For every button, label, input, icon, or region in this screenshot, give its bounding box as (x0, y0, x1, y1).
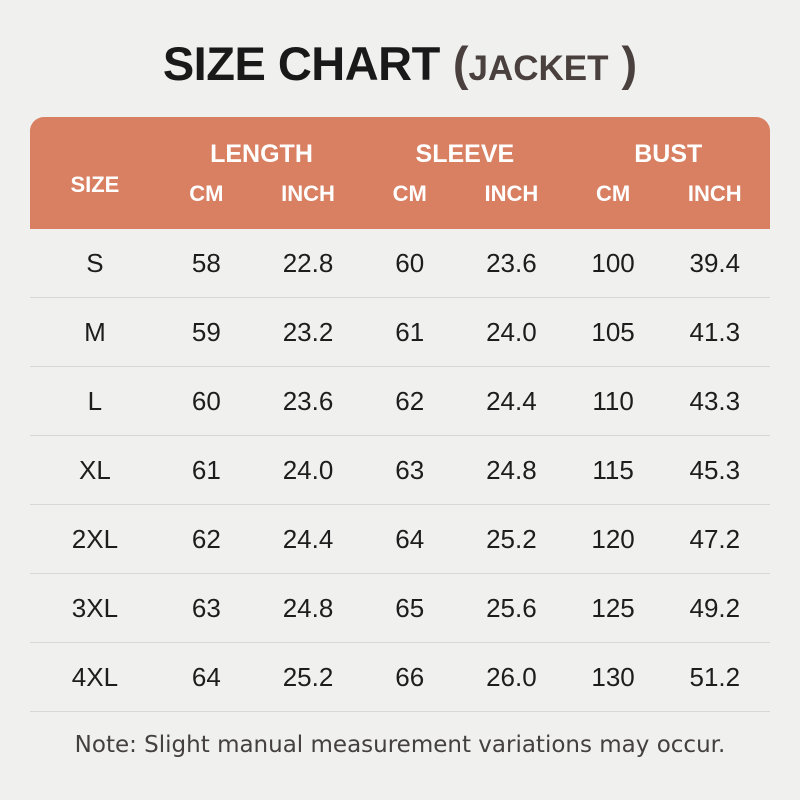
cell-bust-cm: 105 (567, 298, 660, 367)
header-bust: BUST (567, 117, 770, 169)
cell-length-inch: 24.8 (253, 574, 363, 643)
title-subject-text: JACKET (468, 49, 609, 88)
cell-sleeve-inch: 24.4 (456, 367, 566, 436)
header-sleeve: SLEEVE (363, 117, 566, 169)
cell-sleeve-cm: 61 (363, 298, 456, 367)
page-title (163, 36, 637, 91)
cell-size: XL (30, 436, 160, 505)
cell-length-cm: 60 (160, 367, 253, 436)
cell-bust-cm: 110 (567, 367, 660, 436)
header-bust-cm: CM (567, 169, 660, 229)
cell-sleeve-cm: 62 (363, 367, 456, 436)
cell-sleeve-cm: 65 (363, 574, 456, 643)
size-chart-table (30, 117, 770, 712)
header-length: LENGTH (160, 117, 363, 169)
header-size: SIZE (30, 117, 160, 229)
cell-sleeve-inch: 26.0 (456, 643, 566, 712)
cell-length-inch: 25.2 (253, 643, 363, 712)
table-row (30, 505, 770, 574)
cell-sleeve-cm: 60 (363, 229, 456, 298)
table-header-group-row (30, 117, 770, 169)
cell-bust-inch: 49.2 (660, 574, 770, 643)
cell-size: 4XL (30, 643, 160, 712)
table-row (30, 367, 770, 436)
cell-length-cm: 61 (160, 436, 253, 505)
cell-bust-inch: 43.3 (660, 367, 770, 436)
cell-length-cm: 64 (160, 643, 253, 712)
header-length-cm: CM (160, 169, 253, 229)
header-bust-inch: INCH (660, 169, 770, 229)
cell-sleeve-cm: 64 (363, 505, 456, 574)
cell-size: 3XL (30, 574, 160, 643)
header-length-inch: INCH (253, 169, 363, 229)
cell-length-cm: 58 (160, 229, 253, 298)
table-row (30, 436, 770, 505)
cell-bust-cm: 100 (567, 229, 660, 298)
title-open-paren: ( (452, 37, 469, 90)
cell-size: S (30, 229, 160, 298)
cell-length-inch: 24.0 (253, 436, 363, 505)
cell-sleeve-cm: 63 (363, 436, 456, 505)
cell-length-cm: 62 (160, 505, 253, 574)
cell-sleeve-cm: 66 (363, 643, 456, 712)
table-row (30, 643, 770, 712)
cell-bust-cm: 125 (567, 574, 660, 643)
cell-length-inch: 24.4 (253, 505, 363, 574)
table-body (30, 229, 770, 712)
table-header (30, 117, 770, 229)
cell-sleeve-inch: 25.2 (456, 505, 566, 574)
cell-sleeve-inch: 23.6 (456, 229, 566, 298)
title-close-paren: ) (621, 37, 638, 90)
title-main-text: SIZE CHART (162, 37, 440, 90)
cell-bust-inch: 41.3 (660, 298, 770, 367)
cell-length-inch: 23.2 (253, 298, 363, 367)
cell-length-inch: 22.8 (253, 229, 363, 298)
cell-bust-cm: 130 (567, 643, 660, 712)
cell-size: 2XL (30, 505, 160, 574)
measurement-note: Note: Slight manual measurement variations may occur. (74, 732, 726, 758)
cell-sleeve-inch: 25.6 (456, 574, 566, 643)
cell-size: L (30, 367, 160, 436)
table-row (30, 298, 770, 367)
cell-bust-cm: 120 (567, 505, 660, 574)
cell-sleeve-inch: 24.8 (456, 436, 566, 505)
header-sleeve-inch: INCH (456, 169, 566, 229)
cell-length-inch: 23.6 (253, 367, 363, 436)
cell-bust-inch: 51.2 (660, 643, 770, 712)
cell-size: M (30, 298, 160, 367)
header-sleeve-cm: CM (363, 169, 456, 229)
table-row (30, 229, 770, 298)
cell-bust-inch: 39.4 (660, 229, 770, 298)
cell-bust-cm: 115 (567, 436, 660, 505)
cell-length-cm: 63 (160, 574, 253, 643)
cell-length-cm: 59 (160, 298, 253, 367)
cell-bust-inch: 45.3 (660, 436, 770, 505)
cell-bust-inch: 47.2 (660, 505, 770, 574)
cell-sleeve-inch: 24.0 (456, 298, 566, 367)
table-row (30, 574, 770, 643)
